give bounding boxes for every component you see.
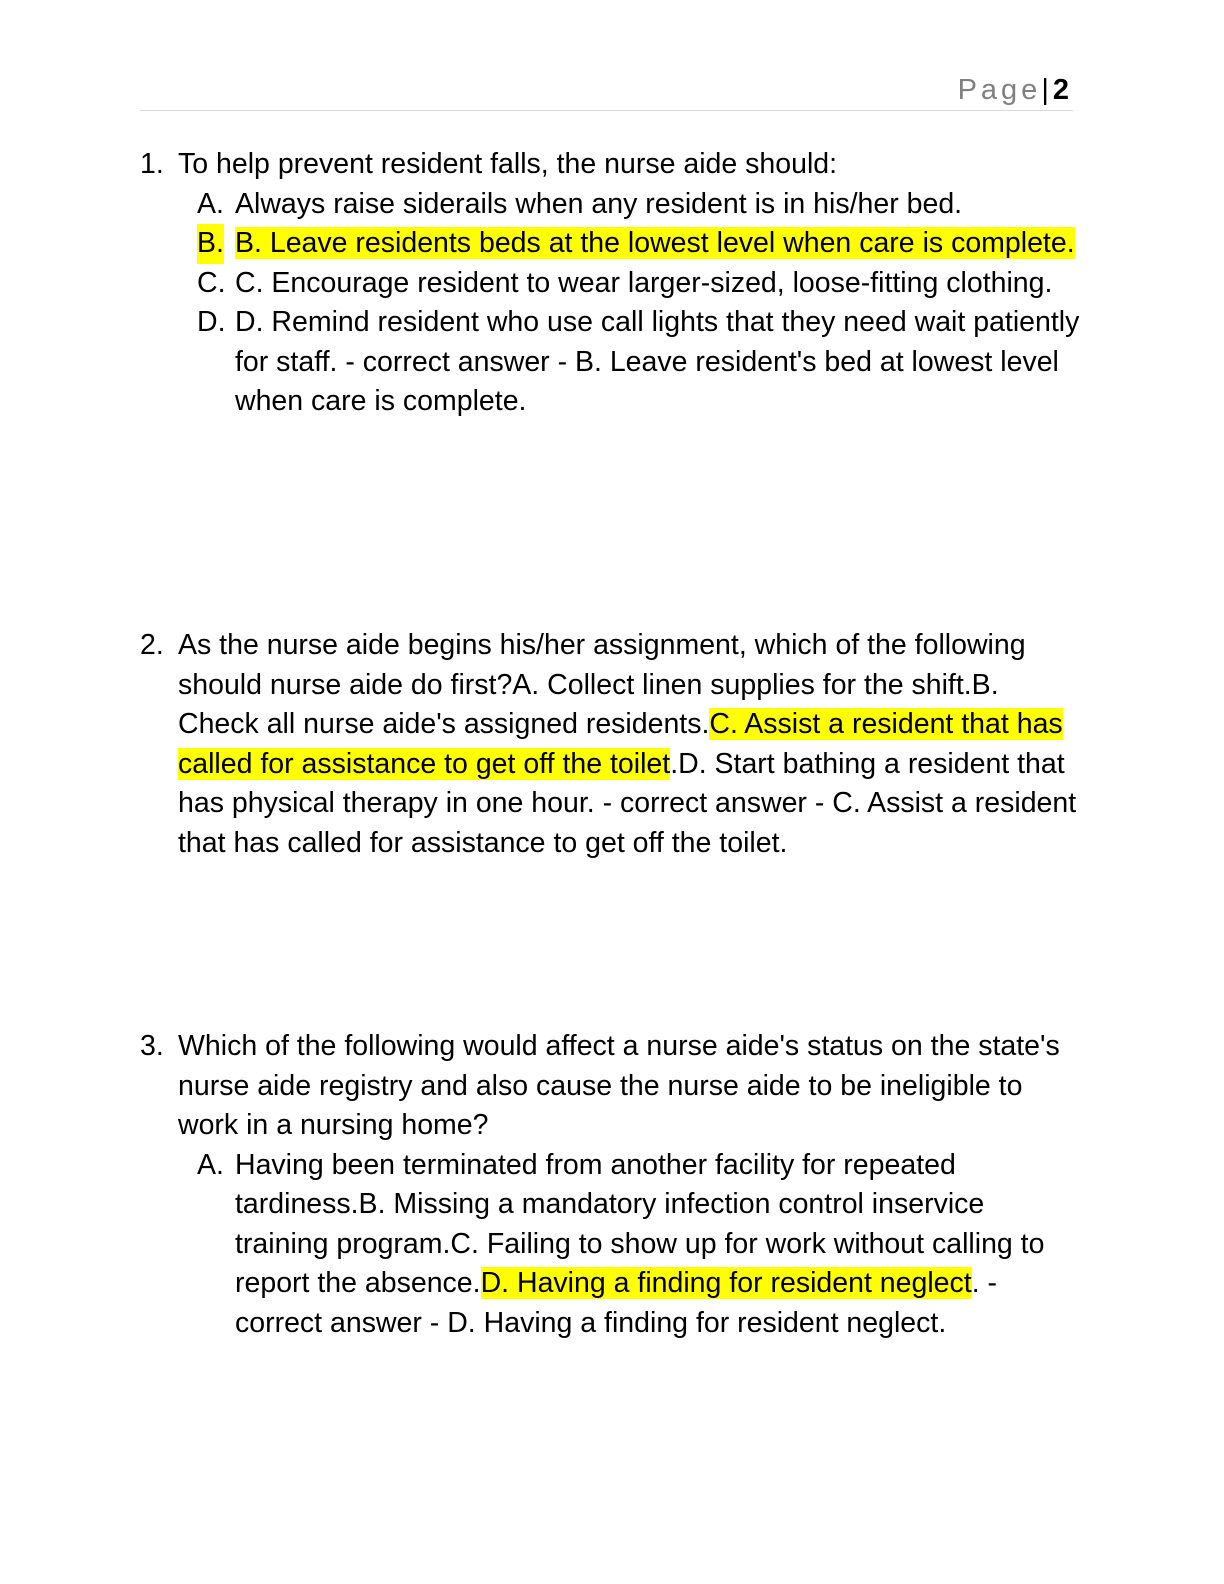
question-3-stem [140, 1027, 1080, 1146]
question-3-number: 3. [140, 1030, 164, 1062]
page-separator: | [1041, 74, 1049, 106]
question-3-options-after: . - correct answer - D. Having a finding for resident neglect. [235, 1267, 998, 1339]
question-1-text: To help prevent resident falls, the nurse aide should: [178, 148, 838, 180]
question-3-options-before: Having been terminated from another facility for repeated tardiness.B. Missing a mandatory infection control inservice training program.C. Failing to show up for work without calling to report the absence. [235, 1148, 1045, 1299]
question-2 [140, 626, 1080, 863]
question-1-option-a [140, 185, 1080, 225]
question-1-option-b [140, 224, 1080, 264]
question-3-option-letter: A. [197, 1148, 224, 1181]
option-b-text: B. Leave residents beds at the lowest level when care is complete. [235, 227, 1075, 259]
question-2-text-after: .D. Start bathing a resident that has physical therapy in one hour. - correct answer - C. Assist a resident that has called for assistance to get off the toilet. [178, 747, 1077, 859]
question-3 [140, 1027, 1080, 1343]
option-d-text: D. Remind resident who use call lights that they need wait patiently for staff. - correct answer - B. Leave resident's bed at lowest level when care is complete. [235, 306, 1080, 417]
question-1-stem [140, 145, 1080, 185]
question-1-option-d [140, 303, 1080, 422]
option-a-letter: A. [197, 187, 224, 220]
option-d-letter: D. [197, 306, 226, 338]
option-c-text: C. Encourage resident to wear larger-sized, loose-fitting clothing. [235, 266, 1053, 299]
question-3-text: Which of the following would affect a nurse aide's status on the state's nurse aide registry and also cause the nurse aide to be ineligible to work in a nursing home? [178, 1030, 1060, 1141]
page-number: 2 [1052, 74, 1069, 106]
question-2-number: 2. [140, 629, 164, 661]
question-3-options [140, 1146, 1080, 1344]
question-2-text-before: As the nurse aide begins his/her assignment, which of the following should nurse aide do first?A. Collect linen supplies for the shift.B. Check all nurse aide's assigned residents. [178, 629, 1026, 740]
question-1-number: 1. [140, 148, 164, 180]
question-2-highlighted-answer: C. Assist a resident that has called for assistance to get off the toilet [178, 708, 1063, 780]
page-header [140, 72, 1073, 111]
question-1 [140, 145, 1080, 422]
page-number-label [958, 72, 1069, 108]
option-c-letter: C. [197, 266, 226, 299]
question-3-highlighted-answer: D. Having a finding for resident neglect [480, 1267, 972, 1299]
question-1-option-c [140, 264, 1080, 304]
option-b-letter: B. [197, 224, 224, 264]
option-a-text: Always raise siderails when any resident is in his/her bed. [235, 187, 963, 220]
question-2-body [140, 626, 1080, 863]
page-word: Page [957, 74, 1042, 106]
